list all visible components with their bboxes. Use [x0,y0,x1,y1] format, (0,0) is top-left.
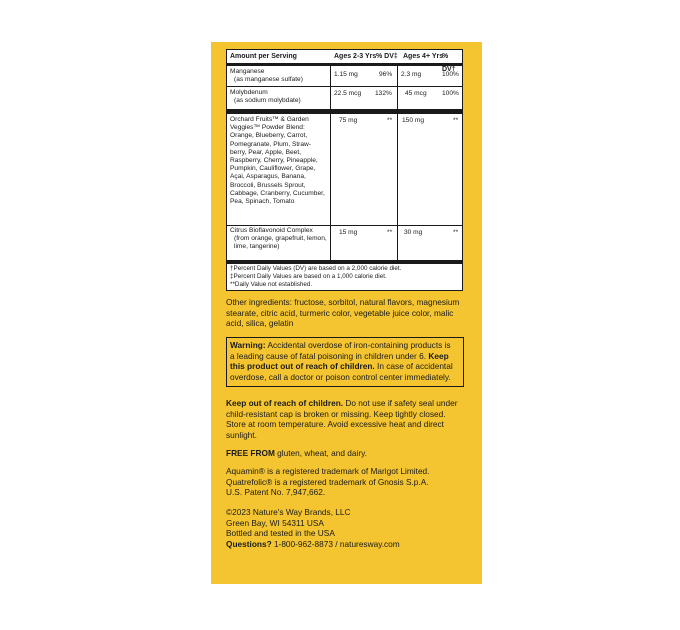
column-divider [397,65,398,264]
supplement-facts-table [226,49,463,291]
dv-ages-2-3: 132% [375,90,392,97]
nutrient-source: (as manganese sulfate) [234,76,303,83]
dv-ages-2-3: ** [387,117,393,124]
dv-ages-4-plus: ** [453,117,459,124]
header-dv-1: % DV‡ [376,53,398,60]
row-divider [227,86,462,87]
nutrient-source: (as sodium molybdate) [234,97,301,104]
footnotes: †Percent Daily Values (DV) are based on a 2,000 calorie diet. ‡Percent Daily Values are based on a 1,000 calorie diet. **Daily Value not established. [230,265,402,288]
header-ages-2-3: Ages 2-3 Yrs [334,53,377,60]
dv-ages-4-plus: ** [453,229,459,236]
trademarks: Aquamin® is a registered trademark of Marigot Limited. Quatrefolic® is a registered trademark of Gnosis S.p.A. U.S. Patent No. 7,947,662. [226,466,430,497]
keep-out-of-reach: Keep out of reach of children. Do not use if safety seal under child-resistant cap is broken or missing. Keep tightly closed. Store at room temperature. Avoid excessive heat and direct sunlight. [226,398,458,440]
amount-ages-4-plus: 2.3 mg [401,71,422,78]
row-divider [227,225,462,226]
other-ingredients: Other ingredients: fructose, sorbitol, natural flavors, magnesium stearate, citric acid, turmeric color, vegetable juice color, malic acid, silica, gelatin [226,297,460,328]
amount-ages-2-3: 1.15 mg [334,71,358,78]
dv-ages-4-plus: 100% [442,71,459,78]
header-amount-per-serving: Amount per Serving [230,53,297,60]
amount-ages-4-plus: 150 mg [402,117,424,124]
amount-ages-2-3: 75 mg [339,117,358,124]
dv-ages-4-plus: 100% [442,90,459,97]
column-divider [330,65,331,264]
citrus-description: Citrus Bioflavonoid Complex (from orange, grapefruit, lemon, lime, tangerine) [230,227,327,251]
dv-ages-2-3: ** [387,229,393,236]
amount-ages-2-3: 22.5 mcg [334,90,362,97]
iron-warning-box: Warning: Accidental overdose of iron-containing products is a leading cause of fatal poisoning in children under 6. Keep this product out of reach of children. In case of accidental overdose, call a doctor or poison control center immediately. [226,337,464,387]
blend-description: Orchard Fruits™ & Garden Veggies™ Powder Blend: Orange, Blueberry, Carrot, Pomegranate, Plum, Straw- berry, Pear, Apple, Beet, Raspberry, Cherry, Pineapple, Pumpkin, Cauliflower, Grape, Açai, Asparagus, Banana, Broccoli, Brussels Sprout, Cabbage, Cranberry, Cucumber, Pea, Spinach, Tomato [230,116,325,206]
company-info: ©2023 Nature's Way Brands, LLC Green Bay, WI 54311 USA Bottled and tested in the USA Questions? 1-800-962-8873 / naturesway.com [226,507,400,549]
amount-ages-4-plus: 30 mg [404,229,423,236]
header-dv-2: % DV† [442,53,456,73]
nutrient-name: Manganese [230,68,265,75]
dv-ages-2-3: 96% [379,71,393,78]
free-from: FREE FROM gluten, wheat, and dairy. [226,448,367,458]
amount-ages-2-3: 15 mg [339,229,358,236]
section-rule [227,260,462,264]
amount-ages-4-plus: 45 mcg [405,90,427,97]
header-ages-4-plus: Ages 4+ Yrs [403,53,444,60]
nutrient-name: Molybdenum [230,89,268,96]
header-rule [227,63,462,66]
section-rule [227,109,462,114]
